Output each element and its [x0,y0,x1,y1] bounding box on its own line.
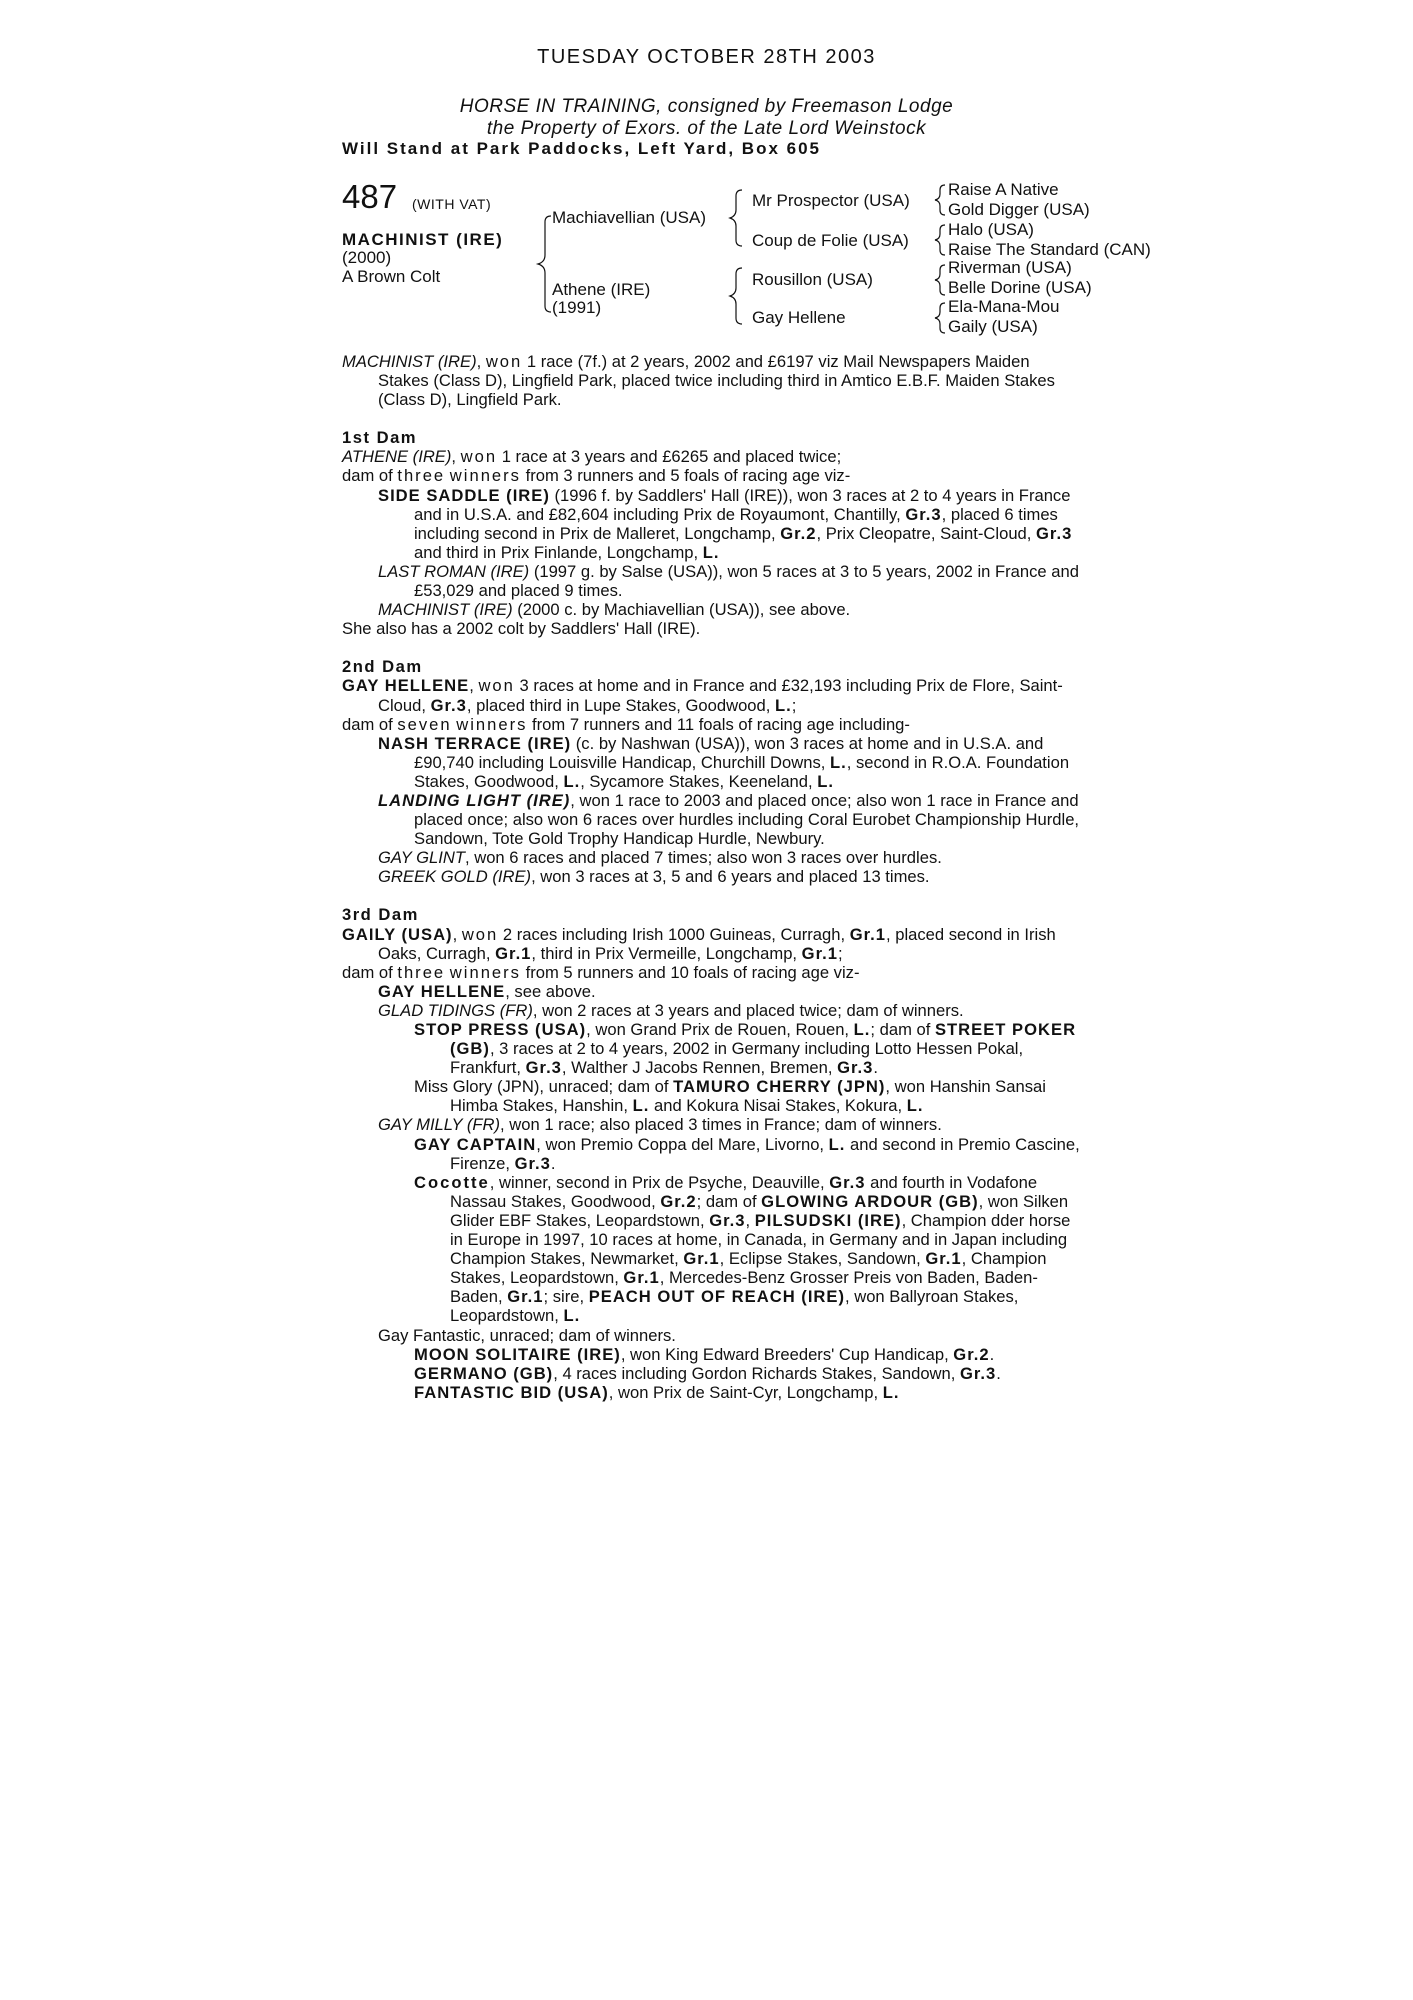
entry-cocotte: Cocotte, winner, second in Prix de Psyche, Deauville, Gr.3 and fourth in Vodafone Nassau Stakes, Goodwood, Gr.2; dam of GLOWING ARDOUR (GB), won Silken Glider EBF Stakes, Leopardstown, Gr.3, PILSUDSKI (IRE), Champion dder horse in Europe in 1997, 10 races at home, in Canada, in Germany and in Japan including Champion Stakes, Newmarket, Gr.1, Eclipse Stakes, Sandown, Gr.1, Champion Stakes, Leopardstown, Gr.1, Mercedes-Benz Grosser Preis von Baden, Baden-Baden, Gr.1; sire, PEACH OUT OF REACH (IRE), won Ballyroan Stakes, Leopardstown, L. [414,1172,1071,1326]
entry-gay-fantastic: Gay Fantastic, unraced; dam of winners. [378,1325,676,1345]
entry-landing-light: LANDING LIGHT (IRE), won 1 race to 2003 and placed once; also won 1 race in France and placed once; also won 6 races over hurdles including Coral Eurobet Championship Hurdle, Sandown, Tote Gold Trophy Handicap Hurdle, Newbury. [378,790,1080,849]
catalogue-body [342,352,1082,1402]
horse-name: MACHINIST (IRE) [342,230,504,249]
entry-last-roman: LAST ROMAN (IRE) (1997 g. by Salse (USA)), won 5 races at 3 to 5 years, 2002 in France and £53,029 and placed 9 times. [378,561,1079,601]
pedigree-g5: Riverman (USA) [948,258,1072,277]
vat-note: (WITH VAT) [412,196,492,212]
bracket-gen1 [538,216,551,312]
entry-nash-terrace: NASH TERRACE (IRE) (c. by Nashwan (USA)), won 3 races at home and in U.S.A. and £90,740 including Louisville Handicap, Churchill Downs, L., second in R.O.A. Foundation Stakes, Goodwood, L., Sycamore Stakes, Keeneland, L. [378,733,1070,791]
entry-machinist: MACHINIST (IRE) (2000 c. by Machiavellian (USA)), see above. [378,600,851,620]
entry-fantastic-bid: FANTASTIC BID (USA), won Prix de Saint-Cyr, Longchamp, L. [414,1382,900,1402]
first-dam-also: She also has a 2002 colt by Saddlers' Hall (IRE). [342,619,701,639]
bracket-sire [730,190,742,246]
entry-gay-milly: GAY MILLY (FR), won 1 race; also placed 3 times in France; dam of winners. [378,1115,942,1135]
entry-moon-solitaire: MOON SOLITAIRE (IRE), won King Edward Breeders' Cup Handicap, Gr.2. [414,1344,995,1364]
bracket-dam [730,268,742,324]
pedigree-g8: Gaily (USA) [948,317,1038,336]
pedigree-sire-dam: Coup de Folie (USA) [752,231,909,250]
intro-paragraph: MACHINIST (IRE), won 1 race (7f.) at 2 years, 2002 and £6197 viz Mail Newspapers Maiden Stakes (Class D), Lingfield Park, placed twice including third in Amtico E.B.F. Maiden Stakes (Class D), Lingfield Park. [342,352,1055,410]
entry-gay-captain: GAY CAPTAIN, won Premio Coppa del Mare, Livorno, L. and second in Premio Cascine, Firenze, Gr.3. [414,1134,1080,1173]
entry-gay-hellene: GAY HELLENE, see above. [378,981,596,1001]
property-line: the Property of Exors. of the Late Lord Weinstock [486,118,927,139]
entry-glad-tidings: GLAD TIDINGS (FR), won 2 races at 3 years and placed twice; dam of winners. [378,1000,964,1020]
pedigree-dam: Athene (IRE) [552,280,651,299]
consignor-line: HORSE IN TRAINING, consigned by Freemason Lodge [459,96,954,117]
pedigree-g3: Halo (USA) [948,220,1034,239]
stand-location: Will Stand at Park Paddocks, Left Yard, Box 605 [342,139,821,158]
entry-side-saddle: SIDE SADDLE (IRE) (1996 f. by Saddlers' Hall (IRE)), won 3 races at 2 to 4 years in France and in U.S.A. and £82,604 including Prix de Royaumont, Chantilly, Gr.3, placed 6 times including second in Prix de Malleret, Longchamp, Gr.2, Prix Cleopatre, Saint-Cloud, Gr.3 and third in Prix Finlande, Longchamp, L. [378,485,1073,562]
pedigree-g7: Ela-Mana-Mou [948,297,1060,316]
pedigree-g4: Raise The Standard (CAN) [948,240,1151,259]
pedigree-dam-year: (1991) [552,298,602,317]
second-dam-produce: dam of seven winners from 7 runners and 11 foals of racing age including- [342,714,910,734]
horse-year: (2000) [342,248,392,267]
pedigree-sire-sire: Mr Prospector (USA) [752,191,910,210]
third-dam-heading: 3rd Dam [342,905,419,925]
entry-greek-gold: GREEK GOLD (IRE), won 3 races at 3, 5 and 6 years and placed 13 times. [378,867,930,887]
pedigree-sire: Machiavellian (USA) [552,208,706,227]
entry-gay-glint: GAY GLINT, won 6 races and placed 7 times; also won 3 races over hurdles. [378,848,942,868]
second-dam-heading: 2nd Dam [342,657,423,677]
sale-date: TUESDAY OCTOBER 28TH 2003 [537,46,876,68]
first-dam-produce: dam of three winners from 3 runners and 5 foals of racing age viz- [342,466,851,486]
pedigree-g1: Raise A Native [948,180,1059,199]
entry-germano: GERMANO (GB), 4 races including Gordon Richards Stakes, Sandown, Gr.3. [414,1363,1001,1383]
pedigree-dam-sire: Rousillon (USA) [752,270,873,289]
third-dam-record: GAILY (USA), won 2 races including Irish 1000 Guineas, Curragh, Gr.1, placed second in Irish Oaks, Curragh, Gr.1, third in Prix Vermeille, Longchamp, Gr.1; [342,924,1056,963]
horse-description: A Brown Colt [342,267,441,286]
third-dam-produce: dam of three winners from 5 runners and 10 foals of racing age viz- [342,962,860,982]
pedigree-dam-dam: Gay Hellene [752,308,846,327]
first-dam-heading: 1st Dam [342,428,418,448]
entry-stop-press: STOP PRESS (USA), won Grand Prix de Rouen, Rouen, L.; dam of STREET POKER (GB), 3 races at 2 to 4 years, 2002 in Germany including Lotto Hessen Pokal, Frankfurt, Gr.3, Walther J Jacobs Rennen, Bremen, Gr.3. [414,1020,1077,1078]
first-dam-record: ATHENE (IRE), won 1 race at 3 years and £6265 and placed twice; [342,447,842,467]
pedigree-g6: Belle Dorine (USA) [948,278,1092,297]
lot-number: 487 [342,178,398,215]
pedigree-brackets [0,0,1413,340]
entry-miss-glory: Miss Glory (JPN), unraced; dam of TAMURO CHERRY (JPN), won Hanshin Sansai Himba Stakes, Hanshin, L. and Kokura Nisai Stakes, Kokura, L. [414,1077,1046,1116]
second-dam-record: GAY HELLENE, won 3 races at home and in France and £32,193 including Prix de Flore, Saint-Cloud, Gr.3, placed third in Lupe Stakes, Goodwood, L.; [342,676,1063,715]
pedigree-g2: Gold Digger (USA) [948,200,1090,219]
